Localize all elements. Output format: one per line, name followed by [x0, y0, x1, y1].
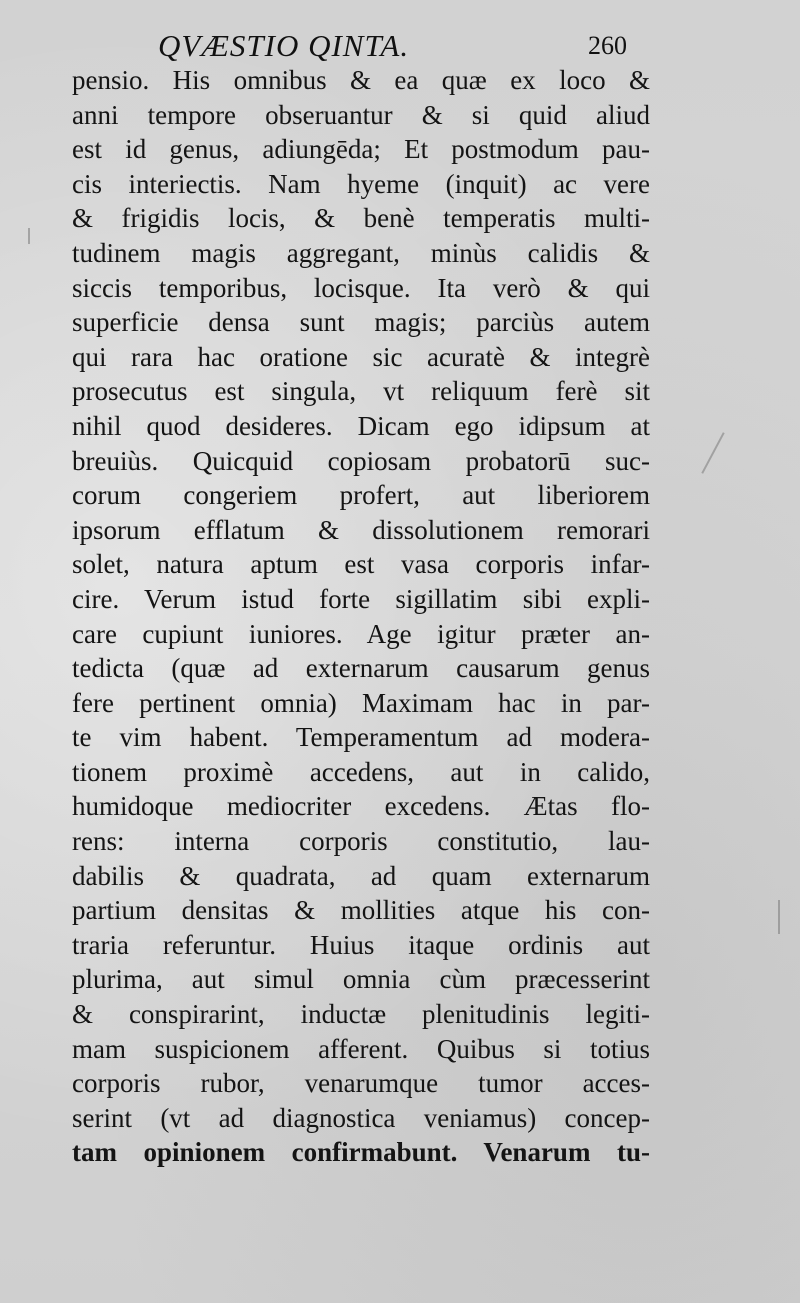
margin-mark [28, 228, 30, 244]
running-title: QVÆSTIO QINTA. [158, 28, 410, 63]
text-line: est id genus, adiungēda; Et postmodum pau- [72, 134, 650, 165]
text-line: anni tempore obseruantur & si quid aliud [72, 99, 650, 130]
text-line: tudinem magis aggregant, minùs calidis & [72, 237, 650, 268]
text-line: corum congeriem profert, aut liberiorem [72, 480, 650, 511]
text-line: & conspirarint, inductæ plenitudinis legiti- [72, 999, 650, 1030]
text-line: partium densitas & mollities atque his con- [72, 895, 650, 926]
text-line: nihil quod desideres. Dicam ego idipsum at [72, 410, 650, 441]
text-line: prosecutus est singula, vt reliquum ferè sit [72, 376, 650, 407]
text-line: dabilis & quadrata, ad quam externarum [72, 860, 650, 891]
text-line: ipsorum efflatum & dissolutionem remorari [72, 514, 650, 545]
text-line: tedicta (quæ ad externarum causarum genus [72, 653, 650, 684]
text-line: te vim habent. Temperamentum ad modera- [72, 722, 650, 753]
text-line: breuiùs. Quicquid copiosam probatorū suc- [72, 445, 650, 476]
text-line: serint (vt ad diagnostica veniamus) concep- [72, 1102, 650, 1133]
text-line: corporis rubor, venarumque tumor acces- [72, 1068, 650, 1099]
margin-mark [701, 432, 724, 474]
text-line: tionem proximè accedens, aut in calido, [72, 756, 650, 787]
text-line: plurima, aut simul omnia cùm præcesserint [72, 964, 650, 995]
text-line: superficie densa sunt magis; parciùs autem [72, 307, 650, 338]
text-line: cis interiectis. Nam hyeme (inquit) ac vere [72, 168, 650, 199]
text-line: cire. Verum istud forte sigillatim sibi expli- [72, 583, 650, 614]
text-line: & frigidis locis, & benè temperatis multi- [72, 203, 650, 234]
text-line: pensio. His omnibus & ea quæ ex loco & [72, 65, 650, 95]
text-line: fere pertinent omnia) Maximam hac in par- [72, 687, 650, 718]
text-line: siccis temporibus, locisque. Ita verò & qui [72, 272, 650, 303]
text-line: qui rara hac oratione sic acuratè & integrè [72, 341, 650, 372]
text-line: care cupiunt iuniores. Age igitur præter an- [72, 618, 650, 649]
body-text [72, 63, 650, 1170]
page-number: 260 [588, 31, 627, 60]
text-line: mam suspicionem afferent. Quibus si totius [72, 1033, 650, 1064]
margin-mark [778, 900, 780, 934]
text-line: tam opinionem confirmabunt. Venarum tu- [72, 1137, 650, 1168]
text-line: traria referuntur. Huius itaque ordinis aut [72, 929, 650, 960]
text-line: solet, natura aptum est vasa corporis infar- [72, 549, 650, 580]
running-head [0, 28, 800, 68]
text-line: rens: interna corporis constitutio, lau- [72, 826, 650, 857]
text-line: humidoque mediocriter excedens. Ætas flo- [72, 791, 650, 822]
